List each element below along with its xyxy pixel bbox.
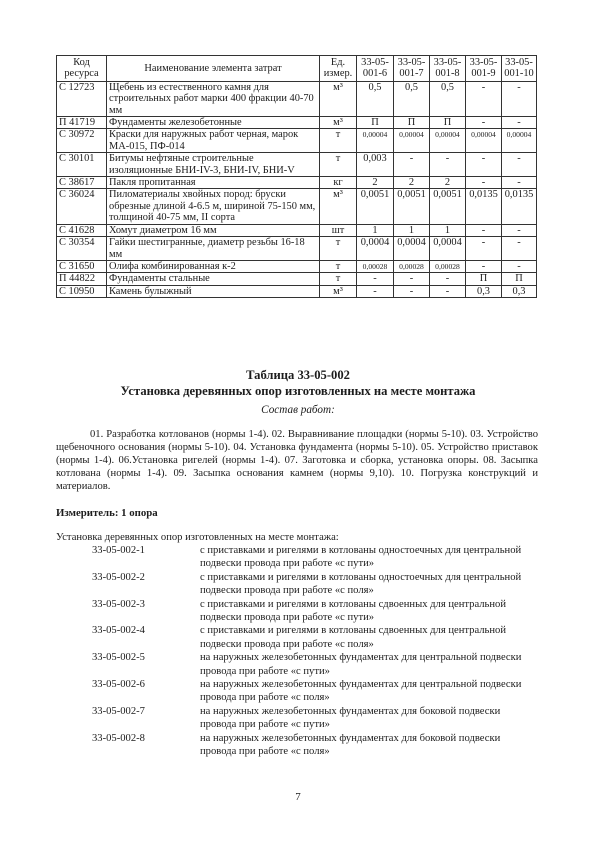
resource-table [56,55,537,298]
list-intro: Установка деревянных опор изготовленных на месте монтажа: [56,532,339,543]
list-item-code: 33-05-002-4 [92,625,145,637]
list-item [56,678,546,705]
row-value: - [466,153,502,177]
row-value: 0,00004 [357,129,394,153]
row-value: - [466,224,502,236]
header-col-1: 33-05-001-6 [357,56,394,82]
list-item-text: с приставками и ригелями в котлованы одностоечных для центральной подвески провода при работе «с поля» [200,571,522,597]
row-value: - [394,285,430,297]
row-value: - [357,285,394,297]
header-col-4: 33-05-001-9 [466,56,502,82]
row-value: - [502,117,537,129]
row-unit: т [320,237,357,261]
composition-label: Состав работ: [261,404,335,416]
list-item [56,651,546,678]
row-value: 0,00004 [394,129,430,153]
row-value: 0,00004 [466,129,502,153]
table-row [57,273,537,285]
header-col-3: 33-05-001-8 [430,56,466,82]
table-row [57,129,537,153]
row-value: 0,5 [357,81,394,116]
row-name: Олифа комбинированная к-2 [107,260,320,272]
row-value: 0,0135 [502,189,537,224]
row-code: С 31650 [57,260,107,272]
table-row [57,189,537,224]
table-row [57,237,537,261]
header-code: Код ресурса [57,56,107,82]
row-value: - [502,224,537,236]
row-value: П [502,273,537,285]
row-code: П 44822 [57,273,107,285]
header-unit: Ед. измер. [320,56,357,82]
row-code: С 10950 [57,285,107,297]
table-row [57,81,537,116]
table-row [57,285,537,297]
composition-text: 01. Разработка котлованов (нормы 1-4). 02. Выравнивание площадки (нормы 5-10). 03. Устройство щебеночного основания (нормы 5-10). 04. Установка фундамента (нормы 5-10). 05. Устройство приставок (нормы 1-4). 06.Установка ригелей (нормы 1-4). 07. Заготовка и сборка, установка опоры. 08. Засыпка котлована (нормы 1-4). 09. Засыпка основания камнем (нормы 9,10). 10. Погрузка конструкций и материалов. [56,429,538,492]
row-value: 0,0004 [357,237,394,261]
list-item [56,624,546,651]
header-col-2: 33-05-001-7 [394,56,430,82]
row-value: - [430,153,466,177]
row-value: 0,0051 [394,189,430,224]
header-col-5: 33-05-001-10 [502,56,537,82]
table-row [57,117,537,129]
list-item [56,732,546,759]
row-value: 0,3 [502,285,537,297]
header-name: Наименование элемента затрат [107,56,320,82]
table-subtitle: Установка деревянных опор изготовленных на месте монтажа [120,384,476,398]
row-value: 0,00028 [430,260,466,272]
list-item-code: 33-05-002-3 [92,598,145,610]
row-value: 0,00004 [502,129,537,153]
row-value: - [466,260,502,272]
row-unit: т [320,273,357,285]
list-item-text: с приставками и ригелями в котлованы сдвоенных для центральной подвески провода при работе «с пути» [200,598,506,624]
row-unit: т [320,153,357,177]
table-row [57,177,537,189]
row-name: Щебень из естественного камня для строительных работ марки 400 фракции 40-70 мм [107,81,320,116]
row-unit: т [320,129,357,153]
list-item-text: с приставками и ригелями в котлованы одностоечных для центральной подвески провода при работе «с пути» [200,545,522,570]
row-value: - [502,260,537,272]
row-unit: м³ [320,285,357,297]
row-unit: кг [320,177,357,189]
row-value: 2 [357,177,394,189]
row-code: С 12723 [57,81,107,116]
list-item [56,705,546,732]
row-code: С 41628 [57,224,107,236]
row-value: - [466,237,502,261]
row-value: 0,5 [430,81,466,116]
row-unit: м³ [320,81,357,116]
list-item-code: 33-05-002-2 [92,571,145,583]
page-number: 7 [295,791,301,803]
table-row [57,153,537,177]
row-value: 0,5 [394,81,430,116]
row-value: 1 [357,224,394,236]
norm-list [56,544,546,759]
row-name: Пиломатериалы хвойных пород: бруски обрезные длиной 4-6.5 м, шириной 75-150 мм, толщиной 40-75 мм, II сорта [107,189,320,224]
row-value: - [430,285,466,297]
row-unit: м³ [320,189,357,224]
row-value: 0,0135 [466,189,502,224]
list-item-text: с приставками и ригелями в котлованы сдвоенных для центральной подвески провода при работе «с поля» [200,625,506,650]
row-name: Фундаменты стальные [107,273,320,285]
list-item-code: 33-05-002-8 [92,732,145,744]
row-value: 2 [394,177,430,189]
row-value: 0,00028 [357,260,394,272]
row-value: - [466,81,502,116]
row-code: П 41719 [57,117,107,129]
row-name: Краски для наружных работ черная, марок МА-015, ПФ-014 [107,129,320,153]
row-unit: шт [320,224,357,236]
list-item-text: на наружных железобетонных фундаментах для боковой подвески провода при работе «с пути» [200,705,501,731]
row-value: П [357,117,394,129]
row-value: - [394,153,430,177]
row-value: 2 [430,177,466,189]
list-item-text: на наружных железобетонных фундаментах для боковой подвески провода при работе «с поля» [200,732,501,758]
row-value: - [502,237,537,261]
table-row [57,224,537,236]
row-name: Фундаменты железобетонные [107,117,320,129]
row-value: 0,00028 [394,260,430,272]
row-value: - [357,273,394,285]
list-item-text: на наружных железобетонных фундаментах для центральной подвески провода при работе «с поля» [200,679,522,704]
row-value: 0,0051 [430,189,466,224]
row-unit: т [320,260,357,272]
list-item [56,598,546,625]
row-name: Хомут диаметром 16 мм [107,224,320,236]
table-title: Таблица 33-05-002 [246,368,350,382]
row-value: - [466,177,502,189]
row-unit: м³ [320,117,357,129]
row-value: 1 [394,224,430,236]
row-code: С 30101 [57,153,107,177]
row-value: 0,0004 [394,237,430,261]
row-value: 1 [430,224,466,236]
row-value: П [430,117,466,129]
row-code: С 38617 [57,177,107,189]
row-value: - [502,177,537,189]
meter-label: Измеритель: 1 опора [56,507,158,519]
list-item [56,544,546,571]
list-item-code: 33-05-002-1 [92,545,145,556]
row-value: 0,00004 [430,129,466,153]
row-value: П [394,117,430,129]
row-value: П [466,273,502,285]
list-item-code: 33-05-002-6 [92,679,145,691]
row-code: С 30972 [57,129,107,153]
row-value: 0,003 [357,153,394,177]
row-value: 0,0051 [357,189,394,224]
row-value: - [430,273,466,285]
list-item-code: 33-05-002-7 [92,705,145,717]
row-value: - [466,117,502,129]
row-name: Гайки шестигранные, диаметр резьбы 16-18 мм [107,237,320,261]
row-code: С 36024 [57,189,107,224]
row-code: С 30354 [57,237,107,261]
table-row [57,260,537,272]
row-value: - [502,81,537,116]
row-value: - [502,153,537,177]
list-item [56,571,546,598]
row-name: Пакля пропитанная [107,177,320,189]
row-value: 0,3 [466,285,502,297]
row-value: 0,0004 [430,237,466,261]
list-item-code: 33-05-002-5 [92,652,145,664]
list-item-text: на наружных железобетонных фундаментах для центральной подвески провода при работе «с пути» [200,652,522,677]
row-value: - [394,273,430,285]
table-header-row [57,56,537,82]
row-name: Камень булыжный [107,285,320,297]
row-name: Битумы нефтяные строительные изоляционные БНИ-IV-3, БНИ-IV, БНИ-V [107,153,320,177]
